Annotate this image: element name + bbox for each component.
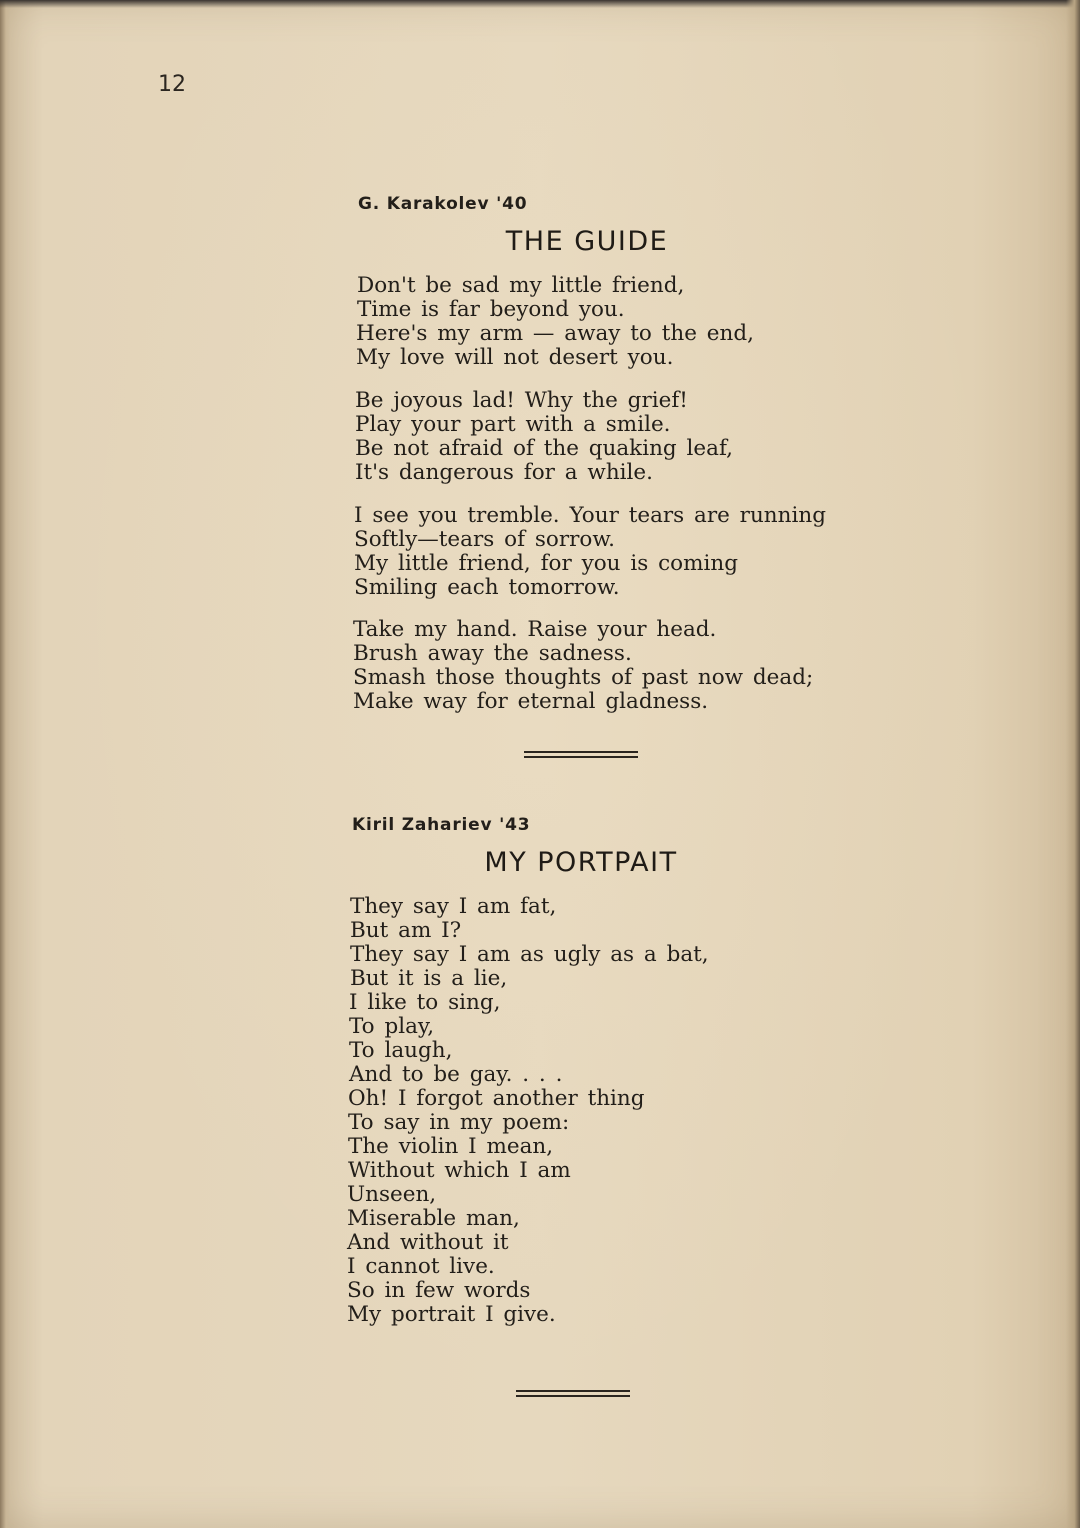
poem2-line: But am I? bbox=[350, 918, 462, 943]
poem1-line: Make way for eternal gladness. bbox=[353, 689, 709, 714]
poem2-line: They say I am fat, bbox=[350, 894, 557, 919]
poem1-line: My love will not desert you. bbox=[356, 345, 674, 370]
poem1-line: I see you tremble. Your tears are running bbox=[354, 503, 826, 528]
poem1-title: THE GUIDE bbox=[505, 226, 669, 257]
poem1-line: Smiling each tomorrow. bbox=[354, 575, 620, 600]
poem1-line: Here's my arm — away to the end, bbox=[356, 321, 754, 346]
poem1-line: My little friend, for you is coming bbox=[354, 551, 738, 576]
poem1-line: Softly—tears of sorrow. bbox=[354, 527, 616, 552]
section-divider-rule bbox=[516, 1395, 630, 1397]
poem2-line: To laugh, bbox=[349, 1038, 453, 1063]
page-top-edge bbox=[0, 0, 1080, 8]
poem2-line: I like to sing, bbox=[349, 990, 501, 1015]
poem1-author: G. Karakolev '40 bbox=[358, 194, 528, 214]
poem2-line: So in few words bbox=[347, 1278, 531, 1303]
poem1-line: Play your part with a smile. bbox=[355, 412, 671, 437]
poem1-line: Don't be sad my little friend, bbox=[357, 273, 685, 298]
poem2-line: My portrait I give. bbox=[347, 1302, 556, 1327]
poem1-line: Be joyous lad! Why the grief! bbox=[355, 388, 688, 413]
poem2-line: They say I am as ugly as a bat, bbox=[350, 942, 709, 967]
poem1-line: Time is far beyond you. bbox=[357, 297, 625, 322]
poem2-title: MY PORTPAIT bbox=[484, 847, 678, 878]
section-divider-rule bbox=[524, 751, 638, 753]
poem2-line: And without it bbox=[347, 1230, 509, 1255]
poem2-line: And to be gay. . . . bbox=[349, 1062, 563, 1087]
poem1-line: Be not afraid of the quaking leaf, bbox=[355, 436, 733, 461]
page-number: 12 bbox=[158, 72, 186, 97]
poem2-author: Kiril Zahariev '43 bbox=[352, 815, 531, 835]
poem2-line: To play, bbox=[349, 1014, 435, 1039]
poem2-line: The violin I mean, bbox=[348, 1134, 554, 1159]
section-divider-rule bbox=[516, 1390, 630, 1392]
poem2-line: But it is a lie, bbox=[350, 966, 508, 991]
poem1-line: It's dangerous for a while. bbox=[355, 460, 653, 485]
poem2-line: Without which I am bbox=[348, 1158, 571, 1183]
section-divider-rule bbox=[524, 756, 638, 758]
poem2-line: To say in my poem: bbox=[348, 1110, 570, 1135]
poem1-line: Brush away the sadness. bbox=[353, 641, 632, 666]
poem2-line: Miserable man, bbox=[347, 1206, 520, 1231]
poem1-line: Smash those thoughts of past now dead; bbox=[353, 665, 814, 690]
poem2-line: I cannot live. bbox=[347, 1254, 495, 1279]
poem2-line: Oh! I forgot another thing bbox=[348, 1086, 645, 1111]
poem2-line: Unseen, bbox=[347, 1182, 437, 1207]
poem1-line: Take my hand. Raise your head. bbox=[353, 617, 717, 642]
